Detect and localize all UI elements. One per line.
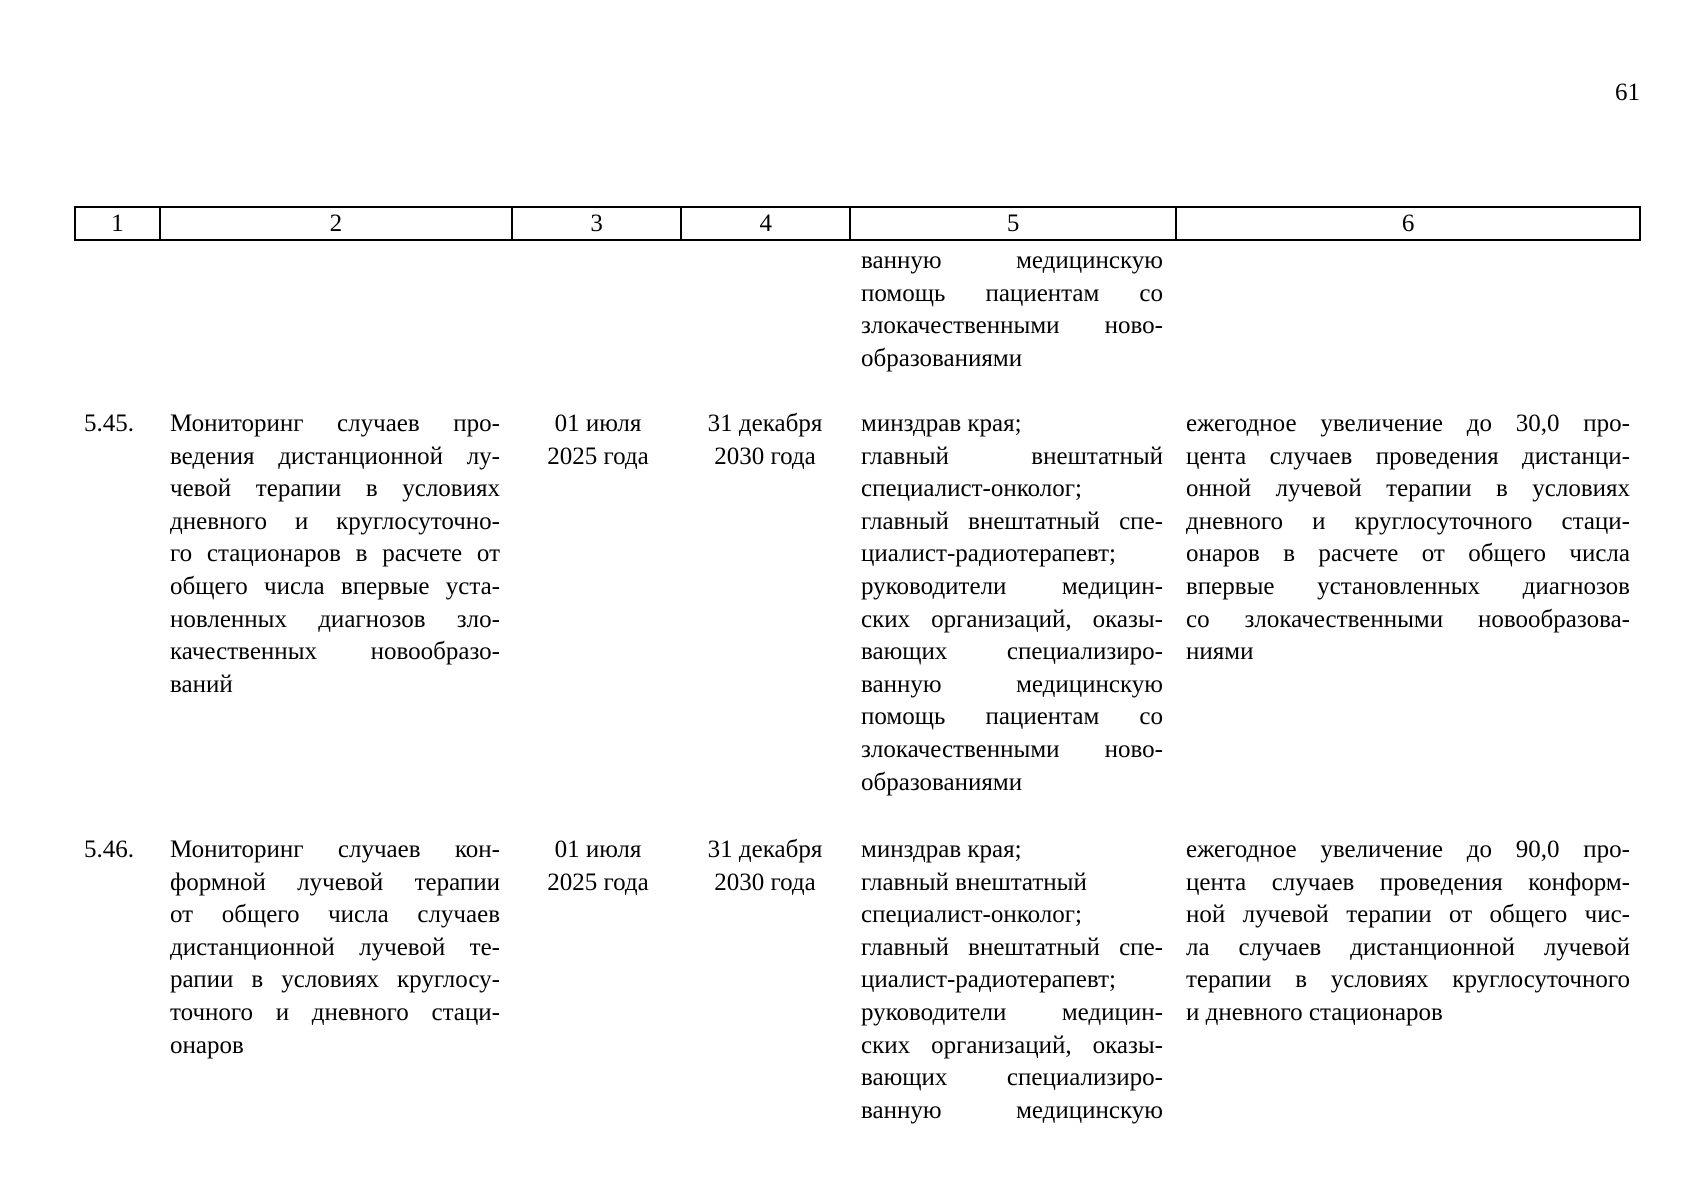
text-line: онаров — [170, 1031, 244, 1059]
text-line: образованиями — [861, 344, 1023, 372]
text-line: дистанционной лучевой те- — [170, 933, 500, 961]
header-col-1: 1 — [76, 208, 161, 239]
text-line: ванную медицинскую — [861, 1096, 1163, 1124]
text-line: 01 июля — [554, 410, 642, 437]
text-line: ских организаций, оказы- — [861, 605, 1163, 633]
text-line: рапии в условиях круглосу- — [170, 966, 500, 994]
text-line: 01 июля — [554, 836, 642, 863]
text-line: главный внештатный спе- — [861, 933, 1163, 961]
text-line: цента случаев проведения конформ- — [1186, 868, 1630, 896]
text-line: цента случаев проведения дистанци- — [1186, 442, 1630, 470]
text-line: циалист-радиотерапевт; — [861, 540, 1116, 568]
expected-result-cell — [1186, 834, 1630, 1030]
text-line: новленных диагнозов зло- — [170, 605, 500, 633]
text-line: специалист-онколог; — [861, 901, 1082, 929]
text-line: ежегодное увеличение до 90,0 про- — [1186, 836, 1630, 863]
text-line: го стационаров в расчете от — [170, 540, 500, 568]
text-line: вающих специализиро- — [861, 1064, 1163, 1092]
text-line: терапии в условиях круглосуточного — [1186, 966, 1630, 994]
text-line: 2030 года — [714, 868, 816, 896]
text-line: онной лучевой терапии в условиях — [1186, 475, 1630, 503]
text-line: качественных новообразо- — [170, 638, 500, 666]
header-col-3: 3 — [513, 208, 683, 239]
text-line: 31 декабря — [707, 410, 823, 437]
header-col-5: 5 — [851, 208, 1177, 239]
text-line: помощь пациентам со — [861, 279, 1163, 307]
activity-description-cell — [170, 408, 500, 701]
row-number: 5.46. — [84, 836, 134, 863]
text-line: точного и дневного стаци- — [170, 998, 500, 1026]
responsible-cell — [861, 408, 1163, 799]
text-line: 2025 года — [547, 442, 649, 470]
text-line: ванную медицинскую — [861, 670, 1163, 698]
text-line: специалист-онколог; — [861, 475, 1082, 503]
text-line: и дневного стационаров — [1186, 998, 1443, 1026]
text-line: формной лучевой терапии — [170, 868, 500, 896]
header-col-4: 4 — [682, 208, 851, 239]
text-line: ских организаций, оказы- — [861, 1031, 1163, 1059]
text-line: ваний — [170, 670, 233, 698]
continuation-responsible-cell — [861, 245, 1163, 375]
text-line: злокачественными ново- — [861, 312, 1163, 340]
text-line: дневного и круглосуточного стаци- — [1186, 507, 1630, 535]
text-line: ведения дистанционной лу- — [170, 442, 500, 470]
text-line: главный внештатный — [861, 442, 1163, 470]
text-line: ванную медицинскую — [861, 247, 1163, 274]
end-date-cell — [690, 834, 840, 899]
table-header-row — [74, 206, 1641, 241]
text-line: ежегодное увеличение до 30,0 про- — [1186, 410, 1630, 437]
text-line: минздрав края; — [861, 836, 1022, 863]
text-line: ной лучевой терапии от общего чис- — [1186, 901, 1630, 929]
text-line: Мониторинг случаев кон- — [170, 836, 500, 863]
text-line: ниями — [1186, 638, 1254, 666]
start-date-cell — [523, 834, 673, 899]
page-number: 61 — [1615, 79, 1640, 106]
text-line: циалист-радиотерапевт; — [861, 966, 1116, 994]
text-line: ла случаев дистанционной лучевой — [1186, 933, 1630, 961]
row-number: 5.45. — [84, 410, 134, 437]
text-line: вающих специализиро- — [861, 638, 1163, 666]
text-line: чевой терапии в условиях — [170, 475, 500, 503]
end-date-cell — [690, 408, 840, 473]
text-line: руководители медицин- — [861, 572, 1163, 600]
text-line: помощь пациентам со — [861, 703, 1163, 731]
text-line: минздрав края; — [861, 410, 1022, 437]
responsible-cell — [861, 834, 1163, 1127]
expected-result-cell — [1186, 408, 1630, 669]
text-line: Мониторинг случаев про- — [170, 410, 500, 437]
text-line: дневного и круглосуточно- — [170, 507, 500, 535]
header-col-6: 6 — [1401, 210, 1415, 237]
text-line: общего числа впервые уста- — [170, 572, 500, 600]
text-line: онаров в расчете от общего числа — [1186, 540, 1630, 568]
text-line: 31 декабря — [707, 836, 823, 863]
text-line: 2025 года — [547, 868, 649, 896]
text-line: злокачественными ново- — [861, 735, 1163, 763]
text-line: руководители медицин- — [861, 998, 1163, 1026]
header-col-2: 2 — [161, 208, 513, 239]
text-line: со злокачественными новообразова- — [1186, 605, 1630, 633]
activity-description-cell — [170, 834, 500, 1062]
text-line: главный внештатный спе- — [861, 507, 1163, 535]
text-line: впервые установленных диагнозов — [1186, 572, 1630, 600]
start-date-cell — [523, 408, 673, 473]
text-line: от общего числа случаев — [170, 901, 500, 929]
text-line: 2030 года — [714, 442, 816, 470]
text-line: образованиями — [861, 768, 1023, 796]
text-line: главный внештатный — [861, 868, 1087, 896]
